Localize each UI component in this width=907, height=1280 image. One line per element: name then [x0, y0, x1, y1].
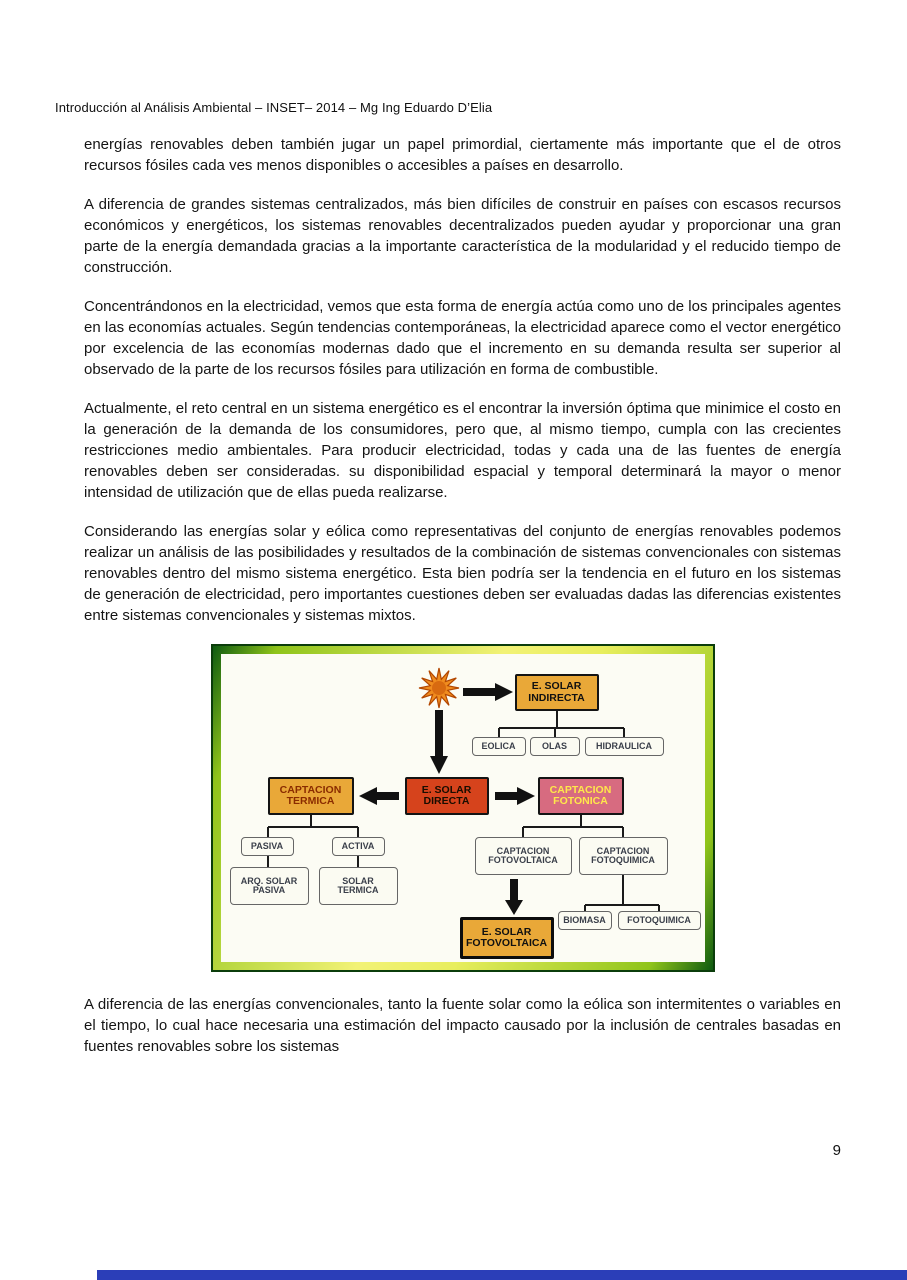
diagram-node-hidraulica: HIDRAULICA [585, 737, 664, 756]
diagram-node-solar-indirecta: E. SOLAR INDIRECTA [515, 674, 599, 711]
paragraph-2: A diferencia de grandes sistemas centralizados, más bien difíciles de construir en países con escasos recursos económicos y energéticos, los sistemas renovables decentralizados pueden ayudar y proporcionar una gran parte de la energía demandada gracias a la importante característica de la modularidad y el reducido tiempo de construcción. [84, 196, 841, 276]
paragraph-1: energías renovables deben también jugar un papel primordial, ciertamente más importante que el de otros recursos fósiles cada ves menos disponibles o accesibles a países en desarrollo. [84, 136, 841, 174]
arrow-fotovoltaica-down [505, 879, 523, 915]
diagram-node-solar-directa: E. SOLAR DIRECTA [405, 777, 489, 815]
arrow-directa-to-termica [359, 787, 399, 805]
diagram-node-captacion-termica: CAPTACION TERMICA [268, 777, 354, 815]
page-header: Introducción al Análisis Ambiental – INSET– 2014 – Mg Ing Eduardo D’Elia [55, 100, 493, 115]
sun-icon [417, 666, 461, 710]
footer-blue-bar [97, 1270, 907, 1280]
arrow-directa-to-fotonica [495, 787, 535, 805]
page-content [84, 134, 841, 1075]
diagram-node-fotoquimica: FOTOQUIMICA [618, 911, 701, 930]
page-number: 9 [832, 1142, 841, 1159]
solar-energy-diagram-figure [211, 644, 715, 972]
diagram-node-solar-fotovoltaica: E. SOLAR FOTOVOLTAICA [460, 917, 554, 959]
diagram-node-solar-termica: SOLAR TERMICA [319, 867, 398, 905]
diagram-node-arq-solar-pasiva: ARQ. SOLAR PASIVA [230, 867, 309, 905]
solar-energy-diagram [221, 654, 705, 962]
paragraph-3: Concentrándonos en la electricidad, vemos que esta forma de energía actúa como uno de los principales agentes en las economías actuales. Según tendencias contemporáneas, la electricidad aparece como el vector energético por excelencia de las economías modernas dado que el incremento en su demanda resulta ser superior al observado de la parte de los recursos fósiles para utilización en forma de combustible. [84, 298, 841, 378]
diagram-node-captacion-fotoquimica: CAPTACION FOTOQUIMICA [579, 837, 668, 875]
diagram-node-captacion-fotonica: CAPTACION FOTONICA [538, 777, 624, 815]
diagram-node-biomasa: BIOMASA [558, 911, 612, 930]
diagram-node-captacion-fotovoltaica: CAPTACION FOTOVOLTAICA [475, 837, 572, 875]
diagram-node-eolica: EOLICA [472, 737, 526, 756]
paragraph-5: Considerando las energías solar y eólica como representativas del conjunto de energías renovables podemos realizar un análisis de las posibilidades y resultados de la combinación de sistemas convencionales con sistemas renovables dentro del mismo sistema energético. Esta bien podría ser la tendencia en el futuro en los sistemas de generación de electricidad, pero importantes cuestiones deben ser evaluadas dadas las diferencias existentes entre sistemas convencionales y sistemas mixtos. [84, 523, 841, 624]
paragraph-4: Actualmente, el reto central en un sistema energético es el encontrar la inversión óptima que minimice el costo en la generación de la demanda de los consumidores, pero que, al mismo tiempo, cumpla con las crecientes restricciones medio ambientales. Para producir electricidad, todas y cada una de las fuentes de energía renovables deben ser consideradas. su disponibilidad espacial y temporal determinará la mayor o menor intensidad de utilización que de ellas pueda realizarse. [84, 400, 841, 501]
diagram-node-activa: ACTIVA [332, 837, 385, 856]
paragraph-6: A diferencia de las energías convencionales, tanto la fuente solar como la eólica son intermitentes o variables en el tiempo, lo cual hace necesaria una estimación del impacto causado por la inclusión de centrales basadas en fuentes renovables sobre los sistemas [84, 996, 841, 1055]
arrow-sun-to-indirecta [463, 683, 513, 701]
arrow-sun-to-directa [430, 710, 448, 774]
diagram-node-pasiva: PASIVA [241, 837, 294, 856]
diagram-node-olas: OLAS [530, 737, 580, 756]
